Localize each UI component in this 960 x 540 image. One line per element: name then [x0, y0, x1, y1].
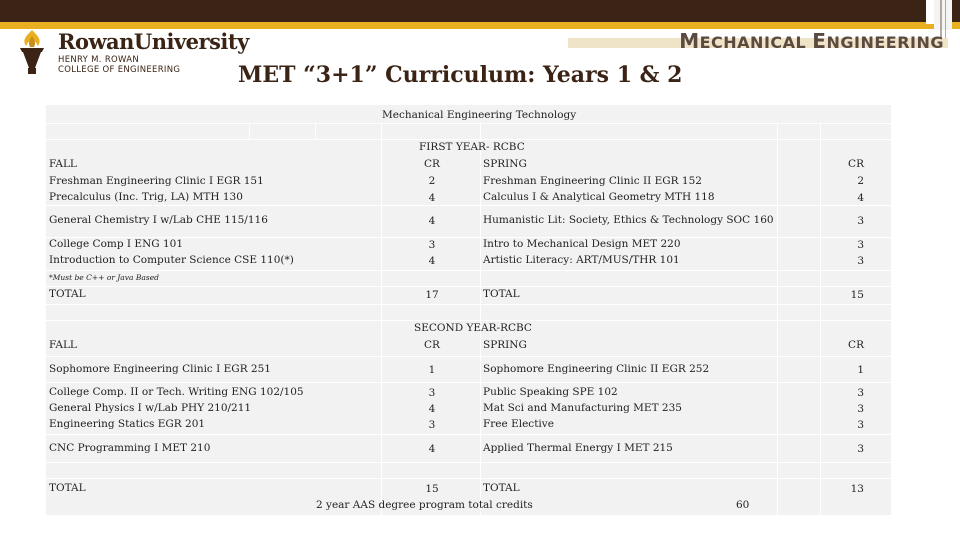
- year1-spring-label: SPRING: [483, 158, 527, 170]
- year2-total-spring-label: TOTAL: [483, 482, 520, 494]
- credit-cell: 3: [428, 239, 436, 251]
- credit-cell: 1: [857, 364, 864, 376]
- credit-cell: 3: [428, 387, 436, 399]
- course-cell: Applied Thermal Energy I MET 215: [483, 442, 673, 454]
- credit-cell: 4: [428, 192, 436, 204]
- credit-cell: 3: [857, 387, 864, 399]
- course-cell: CNC Programming I MET 210: [49, 442, 211, 454]
- college-name-line2: COLLEGE OF ENGINEERING: [58, 65, 181, 75]
- department-name: MECHANICAL ENGINEERING: [679, 29, 944, 53]
- course-cell: Mat Sci and Manufacturing MET 235: [483, 402, 682, 414]
- aas-total: 60: [736, 499, 750, 511]
- year2-total-label: TOTAL: [49, 482, 86, 494]
- program-name: Mechanical Engineering Technology: [382, 109, 577, 121]
- year1-total-fall: 17: [425, 289, 439, 301]
- course-cell: Intro to Mechanical Design MET 220: [483, 238, 681, 250]
- credit-cell: 3: [857, 443, 864, 455]
- year1-heading: FIRST YEAR- RCBC: [419, 141, 525, 153]
- credit-cell: 4: [857, 192, 864, 204]
- credit-cell: 4: [428, 443, 436, 455]
- credit-cell: 2: [428, 175, 436, 187]
- college-name-line1: HENRY M. ROWAN: [58, 55, 140, 65]
- course-cell: College Comp I ENG 101: [49, 238, 184, 250]
- course-cell: Engineering Statics EGR 201: [49, 418, 206, 430]
- year2-spring-label: SPRING: [483, 339, 527, 351]
- credit-cell: 3: [857, 419, 864, 431]
- credit-cell: 4: [428, 255, 436, 267]
- credit-cell: 3: [857, 215, 864, 227]
- university-name: RowanUniversity: [58, 29, 249, 54]
- credit-cell: 3: [857, 403, 864, 415]
- course-cell: College Comp. II or Tech. Writing ENG 102/105: [49, 386, 304, 398]
- credit-cell: 1: [428, 364, 436, 376]
- year2-total-fall: 15: [425, 483, 439, 495]
- aas-label: 2 year AAS degree program total credits: [316, 499, 533, 511]
- rowan-logo: [12, 28, 249, 78]
- year1-total-spring: 15: [850, 289, 864, 301]
- course-cell: Sophomore Engineering Clinic II EGR 252: [483, 363, 710, 375]
- year2-cr-label: CR: [424, 339, 440, 351]
- corner-block-inner: [934, 0, 952, 30]
- credit-cell: 2: [857, 175, 864, 187]
- year1-cr-label-right: CR: [848, 158, 864, 170]
- year1-cr-label: CR: [424, 158, 440, 170]
- credit-cell: 3: [857, 255, 864, 267]
- course-cell: General Chemistry I w/Lab CHE 115/116: [49, 214, 268, 226]
- course-cell: Public Speaking SPE 102: [483, 386, 618, 398]
- year1-fall-label: FALL: [49, 158, 77, 170]
- course-cell: Precalculus (Inc. Trig, LA) MTH 130: [49, 191, 243, 203]
- torch-icon: [12, 28, 52, 76]
- year2-cr-label-right: CR: [848, 339, 864, 351]
- footnote: *Must be C++ or Java Based: [49, 273, 159, 282]
- credit-cell: 3: [857, 239, 864, 251]
- credit-cell: 4: [428, 403, 436, 415]
- year2-fall-label: FALL: [49, 339, 77, 351]
- course-cell: General Physics I w/Lab PHY 210/211: [49, 402, 252, 414]
- credit-cell: 3: [428, 419, 436, 431]
- course-cell: Calculus I & Analytical Geometry MTH 118: [483, 191, 715, 203]
- year2-heading: SECOND YEAR-RCBC: [414, 322, 532, 334]
- year1-total-label: TOTAL: [49, 288, 86, 300]
- year2-total-spring: 13: [850, 483, 864, 495]
- top-bar: [0, 0, 960, 22]
- course-cell: Introduction to Computer Science CSE 110(*): [49, 254, 294, 266]
- course-cell: Sophomore Engineering Clinic I EGR 251: [49, 363, 271, 375]
- course-cell: Freshman Engineering Clinic II EGR 152: [483, 175, 702, 187]
- course-cell: Freshman Engineering Clinic I EGR 151: [49, 175, 264, 187]
- course-cell: Artistic Literacy: ART/MUS/THR 101: [483, 254, 680, 266]
- year1-total-spring-label: TOTAL: [483, 288, 520, 300]
- course-cell: Humanistic Lit: Society, Ethics & Technology SOC 160: [483, 214, 774, 226]
- credit-cell: 4: [428, 215, 436, 227]
- course-cell: Free Elective: [483, 418, 554, 430]
- page-title: MET “3+1” Curriculum: Years 1 & 2: [238, 62, 683, 88]
